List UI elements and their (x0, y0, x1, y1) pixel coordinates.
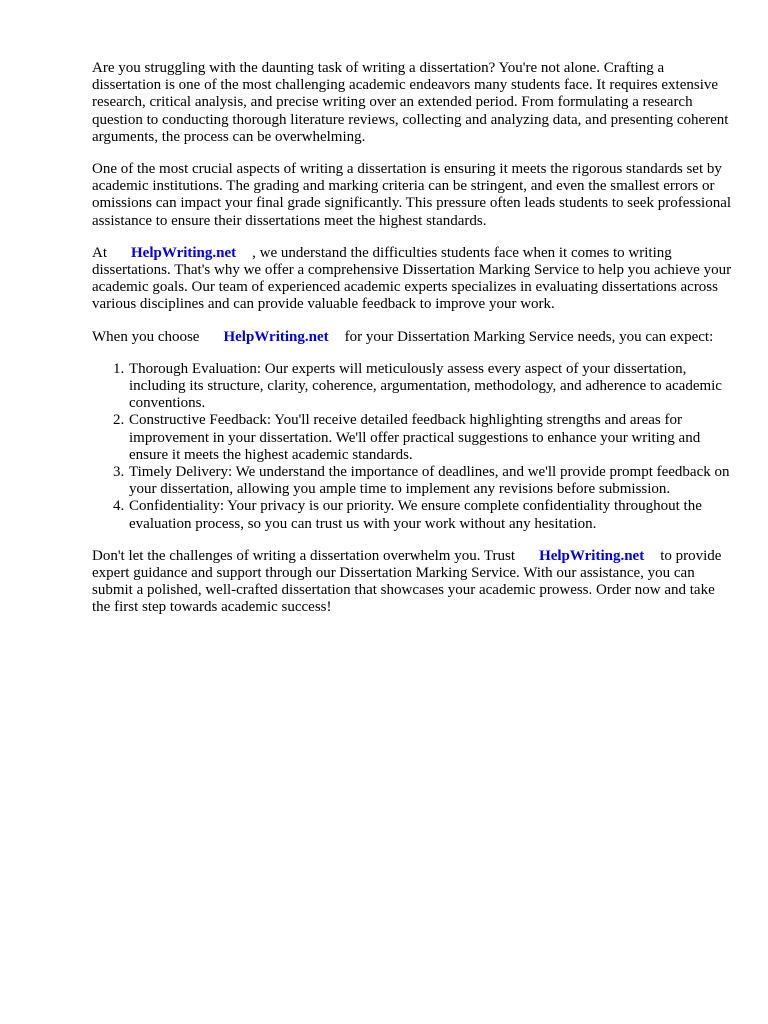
list-item: 2. Constructive Feedback: You'll receive detailed feedback highlighting strengths and areas for improvement in your dissertation. We'll offer practical suggestions to enhance your writing and ensure it meets the highest academic standards. (128, 412, 732, 464)
service-paragraph-body: , we understand the difficulties students face when it comes to writing dissertations. That's why we offer a comprehensive Dissertation Marking Service to help you achieve your academic goals. Our team of experienced academic experts specializes in evaluating dissertations across various disciplines and can provide valuable feedback to improve your work. (92, 244, 732, 313)
standards-paragraph: One of the most crucial aspects of writing a dissertation is ensuring it meets the rigorous standards set by academic institutions. The grading and marking criteria can be stringent, and even the smallest errors or omissions can impact your final grade significantly. This pressure often leads students to seek professional assistance to ensure their dissertations meet the highest standards. (92, 161, 732, 229)
document-page (92, 60, 732, 632)
list-item: 3. Timely Delivery: We understand the importance of deadlines, and we'll provide prompt feedback on your dissertation, allowing you ample time to implement any revisions before submission. (128, 464, 732, 498)
list-item: 1. Thorough Evaluation: Our experts will meticulously assess every aspect of your dissertation, including its structure, clarity, coherence, argumentation, methodology, and adherence to academic conventions. (128, 361, 732, 413)
service-paragraph (92, 245, 732, 314)
list-item: 4. Confidentiality: Your privacy is our priority. We ensure complete confidentiality throughout the evaluation process, so you can trust us with your work without any hesitation. (128, 498, 732, 532)
benefits-list (92, 361, 732, 533)
helpwriting-link-1[interactable]: HelpWriting.net (131, 244, 237, 261)
service-paragraph-lead: At (92, 244, 107, 261)
closing-paragraph-body: to provide expert guidance and support through our Dissertation Marking Service. With our assistance, you can submit a polished, well-crafted dissertation that showcases your academic prowess. Order now and take the first step towards academic success! (92, 547, 722, 616)
expect-paragraph-body: for your Dissertation Marking Service needs, you can expect: (344, 328, 714, 345)
expect-paragraph-lead: When you choose (92, 328, 200, 345)
closing-paragraph-lead: Don't let the challenges of writing a dissertation overwhelm you. Trust (92, 547, 516, 564)
intro-paragraph: Are you struggling with the daunting task of writing a dissertation? You're not alone. Crafting a dissertation is one of the most challenging academic endeavors many students face. It requires extensive research, critical analysis, and precise writing over an extended period. From formulating a research question to conducting thorough literature reviews, collecting and analyzing data, and presenting coherent arguments, the process can be overwhelming. (92, 60, 729, 145)
expect-paragraph (92, 329, 732, 346)
helpwriting-link-3[interactable]: HelpWriting.net (539, 547, 645, 564)
helpwriting-link-2[interactable]: HelpWriting.net (223, 328, 329, 345)
closing-paragraph (92, 548, 732, 617)
